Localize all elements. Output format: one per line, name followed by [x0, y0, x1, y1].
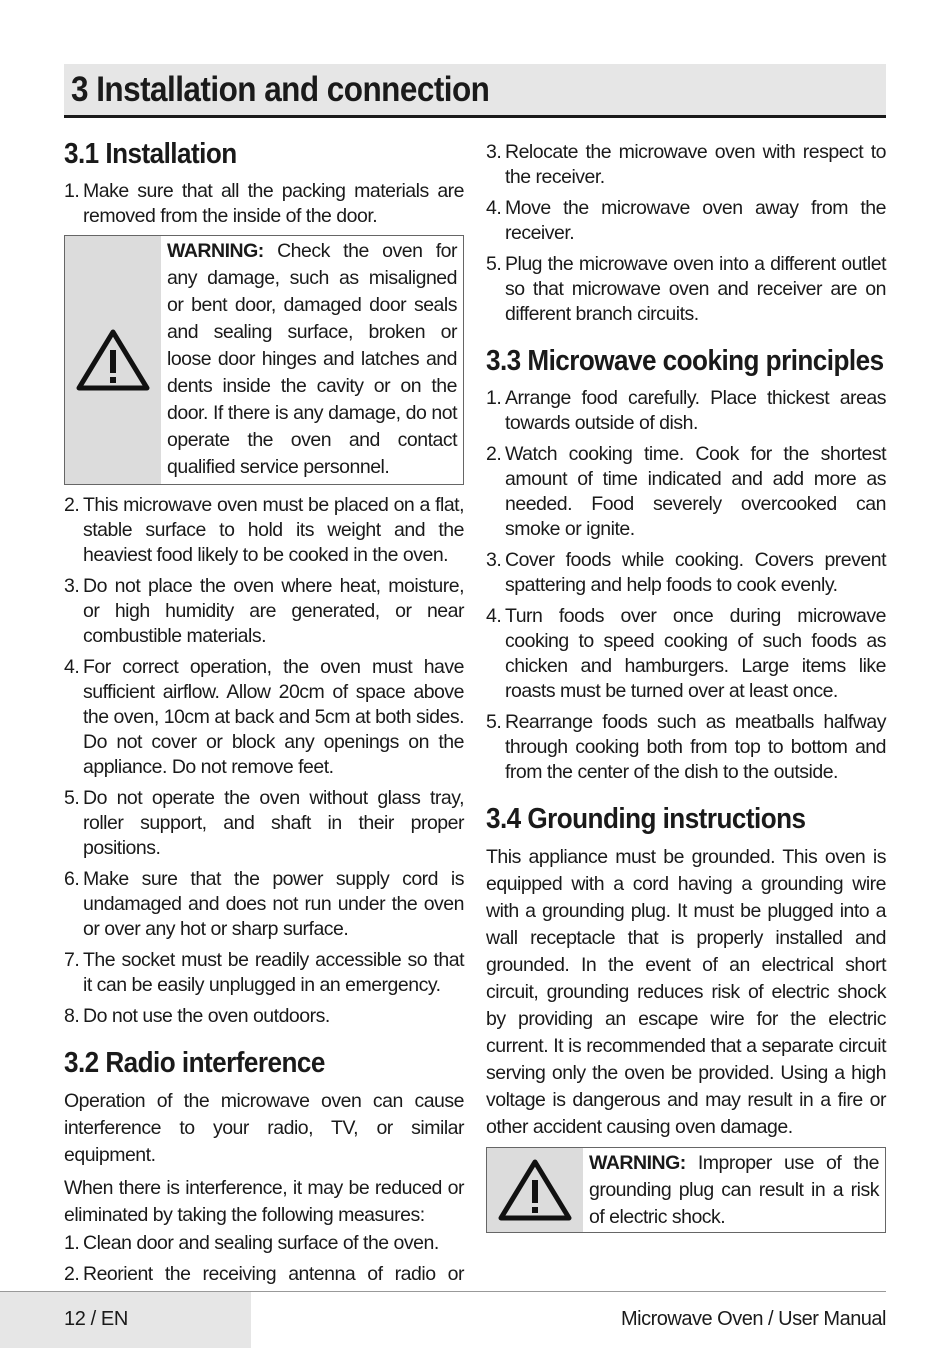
list-item: 4. For correct operation, the oven must have sufficient airflow. Allow 20cm of space above the oven, 10cm at back and 5cm at both sides. Do not cover or block any openings on the appliance. Do not remove feet.: [64, 656, 464, 778]
warning-label: WARNING:: [167, 240, 264, 262]
page-number: 12 / EN: [64, 1308, 128, 1330]
section-heading-grounding: 3.4 Grounding instructions: [486, 803, 806, 835]
list-item: 7. The socket must be readily accessible so that it can be easily unplugged in an emergency.: [64, 949, 464, 996]
list-item: 2. Watch cooking time. Cook for the shortest amount of time indicated and add more as needed. Food severely overcooked can smoke or ignite.: [486, 443, 886, 540]
section-heading-cooking-principles: 3.3 Microwave cooking principles: [486, 345, 884, 377]
list-item: 1. Arrange food carefully. Place thickest areas towards outside of dish.: [486, 387, 886, 434]
installation-list: [64, 179, 464, 229]
list-item: 2. Reorient the receiving antenna of radio or: [64, 1263, 464, 1285]
list-item: 3. Do not place the oven where heat, moisture, or high humidity are generated, or near combustible materials.: [64, 575, 464, 647]
warning-icon-cell: [65, 236, 161, 484]
warning-box-grounding: [486, 1147, 886, 1233]
warning-icon-cell: [487, 1148, 583, 1232]
warning-label: WARNING:: [589, 1152, 686, 1174]
list-item: 1. Make sure that all the packing materials are removed from the inside of the door.: [64, 180, 464, 227]
right-column: [486, 140, 886, 1241]
paragraph: When there is interference, it may be reduced or eliminated by taking the following measures:: [64, 1177, 464, 1226]
paragraph: Operation of the microwave oven can cause interference to your radio, TV, or similar equipment.: [64, 1090, 464, 1166]
warning-box-installation: [64, 235, 464, 485]
section-heading-installation: 3.1 Installation: [64, 138, 237, 170]
list-item: 4. Turn foods over once during microwave cooking to speed cooking of such foods as chicken and hamburgers. Large items like roasts must be turned over at least once.: [486, 605, 886, 702]
installation-list-continued: [64, 493, 464, 1029]
left-column: [64, 134, 464, 1318]
warning-triangle-icon: [76, 328, 150, 392]
radio-measures-list-continued: [486, 140, 886, 327]
chapter-header: [64, 64, 886, 118]
footer-page-box: [0, 1292, 251, 1348]
warning-triangle-icon: [498, 1158, 572, 1222]
cooking-principles-list: [486, 386, 886, 785]
list-item: 1. Clean door and sealing surface of the oven.: [64, 1232, 439, 1254]
manual-title: Microwave Oven / User Manual: [621, 1308, 886, 1330]
warning-text: WARNING: Check the oven for any damage, such as misaligned or bent door, damaged door seals and sealing surface, broken or loose door hinges and latches and dents inside the cavity or on the door. If there is any damage, do not operate the oven and contact qualified service personnel.: [167, 240, 457, 478]
list-item: 6. Make sure that the power supply cord is undamaged and does not run under the oven or over any hot or sharp surface.: [64, 868, 464, 940]
list-item: 4. Move the microwave oven away from the receiver.: [486, 197, 886, 244]
list-item: 3. Relocate the microwave oven with respect to the receiver.: [486, 141, 886, 188]
list-item: 5. Rearrange foods such as meatballs halfway through cooking both from top to bottom and from the center of the dish to the outside.: [486, 711, 886, 783]
list-item: 8. Do not use the oven outdoors.: [64, 1005, 330, 1027]
section-heading-radio-interference: 3.2 Radio interference: [64, 1047, 325, 1079]
list-item: 2. This microwave oven must be placed on a flat, stable surface to hold its weight and the heaviest food likely to be cooked in the oven.: [64, 494, 464, 566]
chapter-title: 3 Installation and connection: [71, 70, 490, 109]
warning-text: WARNING: Improper use of the grounding plug can result in a risk of electric shock.: [589, 1152, 879, 1228]
list-item: 5. Plug the microwave oven into a different outlet so that microwave oven and receiver are on different branch circuits.: [486, 253, 886, 325]
list-item: 5. Do not operate the oven without glass tray, roller support, and shaft in their proper positions.: [64, 787, 464, 859]
paragraph: This appliance must be grounded. This oven is equipped with a cord having a grounding wire with a grounding plug. It must be plugged into a wall receptacle that is properly installed and grounded. In the event of an electrical short circuit, grounding reduces risk of electric shock by providing an escape wire for the electric current. It is recommended that a separate circuit serving only the oven be provided. Using a high voltage is dangerous and may result in a fire or other accident causing oven damage.: [486, 846, 886, 1138]
list-item: 3. Cover foods while cooking. Covers prevent spattering and help foods to cook evenly.: [486, 549, 886, 596]
